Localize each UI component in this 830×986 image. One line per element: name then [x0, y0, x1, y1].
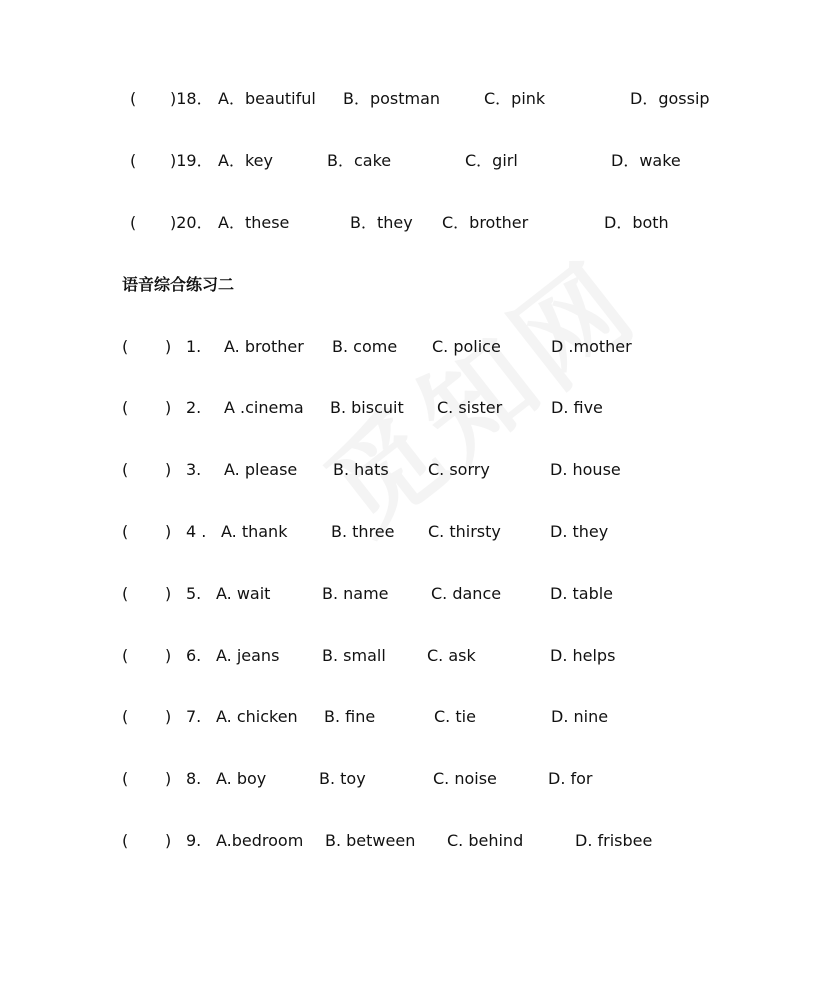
question-number: 7.: [186, 707, 202, 726]
option-b: B. between: [325, 831, 416, 850]
option-c: C．pink: [484, 89, 546, 108]
question-number: 5.: [186, 584, 202, 603]
option-c: C. sister: [437, 398, 503, 417]
question-number: 1.: [186, 337, 202, 356]
answer-bracket-open: (: [130, 151, 137, 170]
option-d: D. they: [550, 522, 609, 541]
option-d: D. helps: [550, 646, 616, 665]
option-b: B．cake: [327, 151, 392, 170]
answer-bracket-open: (: [130, 89, 137, 108]
question-number: )20．: [170, 213, 213, 232]
option-c: C. behind: [447, 831, 524, 850]
option-c: C. thirsty: [428, 522, 501, 541]
option-c: C. police: [432, 337, 501, 356]
answer-bracket-open: (: [122, 337, 129, 356]
question-20: [0, 208, 830, 238]
answer-bracket-close: ): [165, 522, 172, 541]
question-3: [0, 455, 830, 485]
option-c: C．brother: [442, 213, 529, 232]
answer-bracket-close: ): [165, 646, 172, 665]
option-d: D. frisbee: [575, 831, 653, 850]
answer-bracket-close: ): [165, 707, 172, 726]
question-number: 6.: [186, 646, 202, 665]
answer-bracket-open: (: [122, 646, 129, 665]
option-a: A. brother: [224, 337, 304, 356]
option-a: A．beautiful: [218, 89, 316, 108]
question-18: [0, 84, 830, 114]
answer-bracket-close: ): [165, 769, 172, 788]
option-a: A. chicken: [216, 707, 298, 726]
answer-bracket-close: ): [165, 460, 172, 479]
option-a: A .cinema: [224, 398, 304, 417]
option-a: A. please: [224, 460, 298, 479]
answer-bracket-open: (: [122, 707, 129, 726]
answer-bracket-close: ): [165, 584, 172, 603]
answer-bracket-open: (: [122, 460, 129, 479]
option-a: A. wait: [216, 584, 271, 603]
option-b: B. come: [332, 337, 398, 356]
answer-bracket-open: (: [122, 831, 129, 850]
option-a: A．key: [218, 151, 273, 170]
option-a: A.bedroom: [216, 831, 304, 850]
option-d: D．gossip: [630, 89, 710, 108]
option-b: B．postman: [343, 89, 441, 108]
question-number: 4 .: [186, 522, 207, 541]
option-d: D．wake: [611, 151, 681, 170]
option-a: A. thank: [221, 522, 288, 541]
option-d: D .mother: [551, 337, 632, 356]
option-d: D．both: [604, 213, 669, 232]
answer-bracket-open: (: [122, 584, 129, 603]
answer-bracket-close: ): [165, 337, 172, 356]
option-b: B. biscuit: [330, 398, 404, 417]
question-4: [0, 517, 830, 547]
question-2: [0, 393, 830, 423]
option-b: B. name: [322, 584, 389, 603]
option-c: C. ask: [427, 646, 476, 665]
option-b: B. small: [322, 646, 386, 665]
question-number: )19．: [170, 151, 213, 170]
question-8: [0, 764, 830, 794]
answer-bracket-close: ): [165, 831, 172, 850]
option-c: C. sorry: [428, 460, 490, 479]
option-c: C. noise: [433, 769, 497, 788]
option-d: D. table: [550, 584, 614, 603]
answer-bracket-open: (: [122, 398, 129, 417]
option-a: A. boy: [216, 769, 267, 788]
option-d: D. house: [550, 460, 621, 479]
option-a: A. jeans: [216, 646, 280, 665]
question-9: [0, 826, 830, 856]
question-number: 9.: [186, 831, 202, 850]
question-number: 3.: [186, 460, 202, 479]
option-b: B. toy: [319, 769, 366, 788]
option-b: B. hats: [333, 460, 389, 479]
question-6: [0, 641, 830, 671]
answer-bracket-open: (: [130, 213, 137, 232]
answer-bracket-open: (: [122, 769, 129, 788]
option-d: D. nine: [551, 707, 609, 726]
option-c: C. tie: [434, 707, 476, 726]
answer-bracket-close: ): [165, 398, 172, 417]
answer-bracket-open: (: [122, 522, 129, 541]
question-7: [0, 702, 830, 732]
option-c: C. dance: [431, 584, 502, 603]
option-c: C．girl: [465, 151, 518, 170]
option-d: D. five: [551, 398, 603, 417]
option-b: B. fine: [324, 707, 376, 726]
question-19: [0, 146, 830, 176]
option-d: D. for: [548, 769, 593, 788]
option-a: A．these: [218, 213, 290, 232]
question-1: [0, 332, 830, 362]
question-number: )18．: [170, 89, 213, 108]
question-5: [0, 579, 830, 609]
option-b: B．they: [350, 213, 413, 232]
question-number: 8.: [186, 769, 202, 788]
question-number: 2.: [186, 398, 202, 417]
option-b: B. three: [331, 522, 395, 541]
section-title: 语音综合练习二: [122, 275, 235, 294]
